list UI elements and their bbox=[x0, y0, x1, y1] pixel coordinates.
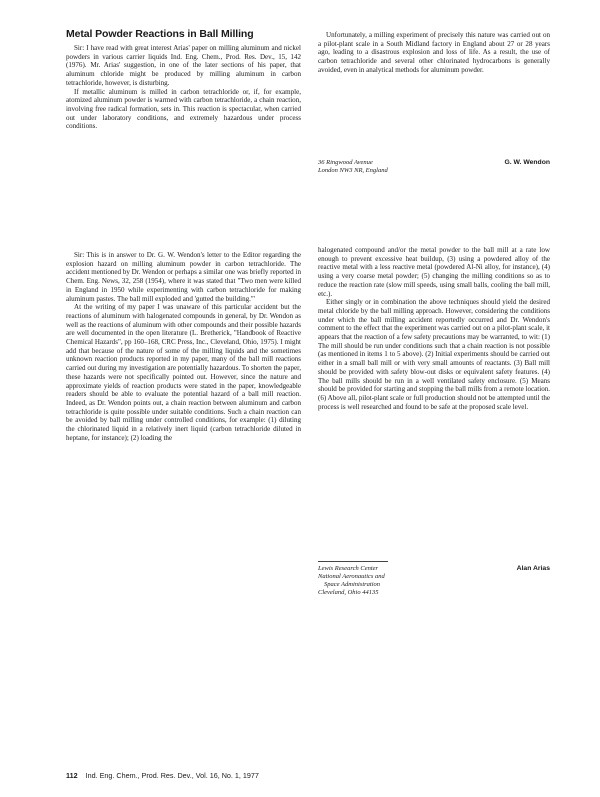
letter2-right-column bbox=[318, 246, 550, 411]
page-number: 112 bbox=[66, 771, 78, 780]
letter1-right-column bbox=[318, 31, 550, 75]
affiliation-line: Lewis Research Center bbox=[318, 565, 379, 572]
author-name: G. W. Wendon bbox=[504, 159, 550, 166]
page-footer bbox=[66, 771, 259, 780]
letter1-signature bbox=[318, 159, 550, 175]
letter2-signature bbox=[318, 565, 550, 597]
affiliation-line: National Aeronautics and bbox=[318, 573, 385, 580]
author-name: Alan Arias bbox=[516, 565, 550, 572]
article-title: Metal Powder Reactions in Ball Milling bbox=[66, 28, 254, 40]
paragraph: Unfortunately, a milling experiment of precisely this nature was carried out on a pilot-plant scale in a South Midland factory in England about 27 or 28 years ago, leading to a disastrous explosion and loss of life. As a result, the use of carbon tetrachloride and several other chlorinated hydrocarbons is generally avoided, even in analytical methods for aluminum powder. bbox=[318, 31, 550, 74]
affiliation-line: Space Administration bbox=[324, 581, 381, 588]
affiliation-line: Cleveland, Ohio 44135 bbox=[318, 589, 379, 596]
divider bbox=[318, 561, 388, 562]
affiliation-line: London NW3 NR, England bbox=[318, 167, 388, 174]
affiliation-line: 36 Ringwood Avenue bbox=[318, 159, 373, 166]
paragraph: halogenated compound and/or the metal powder to the ball mill at a rate low enough to prevent excessive heat buildup, (3) using a powdered alloy of the reactive metal with a less reactive metal (powdered Al-Ni alloy, for instance), (4) using a very coarse metal powder; (5) changing the milling conditions so as to reduce the reaction rate (slow mill speeds, using small balls, cooling the ball mill, etc.). bbox=[318, 246, 550, 298]
journal-citation: Ind. Eng. Chem., Prod. Res. Dev., Vol. 16, No. 1, 1977 bbox=[85, 771, 259, 780]
paragraph: If metallic aluminum is milled in carbon tetrachloride or, if, for example, atomized aluminum powder is warmed with carbon tetrachloride, a chain reaction, involving free radical formation, sets in. This reaction is spectacular, when carried out under laboratory conditions, and extremely hazardous under process conditions. bbox=[66, 87, 301, 131]
paragraph: At the writing of my paper I was unaware of this particular accident but the reactions of aluminum with halogenated compounds in general, by Dr. Wendon as well as the reactions of aluminum with other compounds and their possible hazards are well documented in the open literature (L. Bretherick, "Handbook of Reactive Chemical Hazards", pp 160–168, CRC Press, Inc., Cleveland, Ohio, 1975). I might add that because of the nature of some of the milling liquids and the sometimes unknown reaction products reported in my paper, many of the ball mill reactions carried out during my investigation are potentially hazardous. To shorten the paper, these hazards were not specifically pointed out. However, since the nature and approximate yields of reaction products were stated in the paper, knowledgeable readers should be able to evaluate the potential hazard of a ball mill reaction. Indeed, as Dr. Wendon points out, a chain reaction between aluminum and carbon tetrachloride is quite possible under suitable conditions. Such a chain reaction can be avoided by ball milling under controlled conditions, for example: (1) diluting the chlorinated liquid in a relatively inert liquid (carbon tetrachloride diluted in heptane, for instance); (2) loading the bbox=[66, 303, 301, 442]
paragraph: Sir: This is in answer to Dr. G. W. Wendon's letter to the Editor regarding the explosion hazard on milling aluminum powder in carbon tetrachloride. The accident mentioned by Dr. Wendon or perhaps a similar one was briefly reported in Chem. Eng. News, 32, 258 (1954), where it was stated that "Two men were killed in England in 1950 while experimenting with carbon tetrachloride for making aluminum pastes. The ball mill exploded and 'gutted the building.'" bbox=[66, 251, 301, 303]
paragraph: Either singly or in combination the above techniques should yield the desired metal chloride by the ball milling approach. However, considering the conditions under which the ball milling accident reportedly occurred and Dr. Wendon's comment to the effect that the experiment was carried out on a pilot-plant scale, it appears that the reaction of a few safety precautions may be warranted, to wit: (1) The mill should be run under conditions such that a chain reaction is not possible (as mentioned in items 1 to 5 above). (2) Initial experiments should be carried out either in a small ball mill or with very small amounts of reactants. (3) Ball mill should be provided with safety blow-out disks or equivalent safety features. (4) The ball mills should be run in a well ventilated safety enclosure. (5) Means should be provided for starting and stopping the ball mills from a remote location. (6) Above all, pilot-plant scale or full production should not be attempted until the process is well researched and found to be safe at the proposed scale level. bbox=[318, 298, 550, 411]
paragraph: Sir: I have read with great interest Arias' paper on milling aluminum and nickel powders in various carrier liquids Ind. Eng. Chem., Prod. Res. Dev., 15, 142 (1976). Mr. Arias' suggestion, in one of the later sections of his paper, that aluminum chloride might be produced by milling aluminum in carbon tetrachloride, however, is disturbing. bbox=[66, 44, 301, 87]
letter2-left-column bbox=[66, 251, 301, 442]
letter1-left-column bbox=[66, 44, 301, 131]
